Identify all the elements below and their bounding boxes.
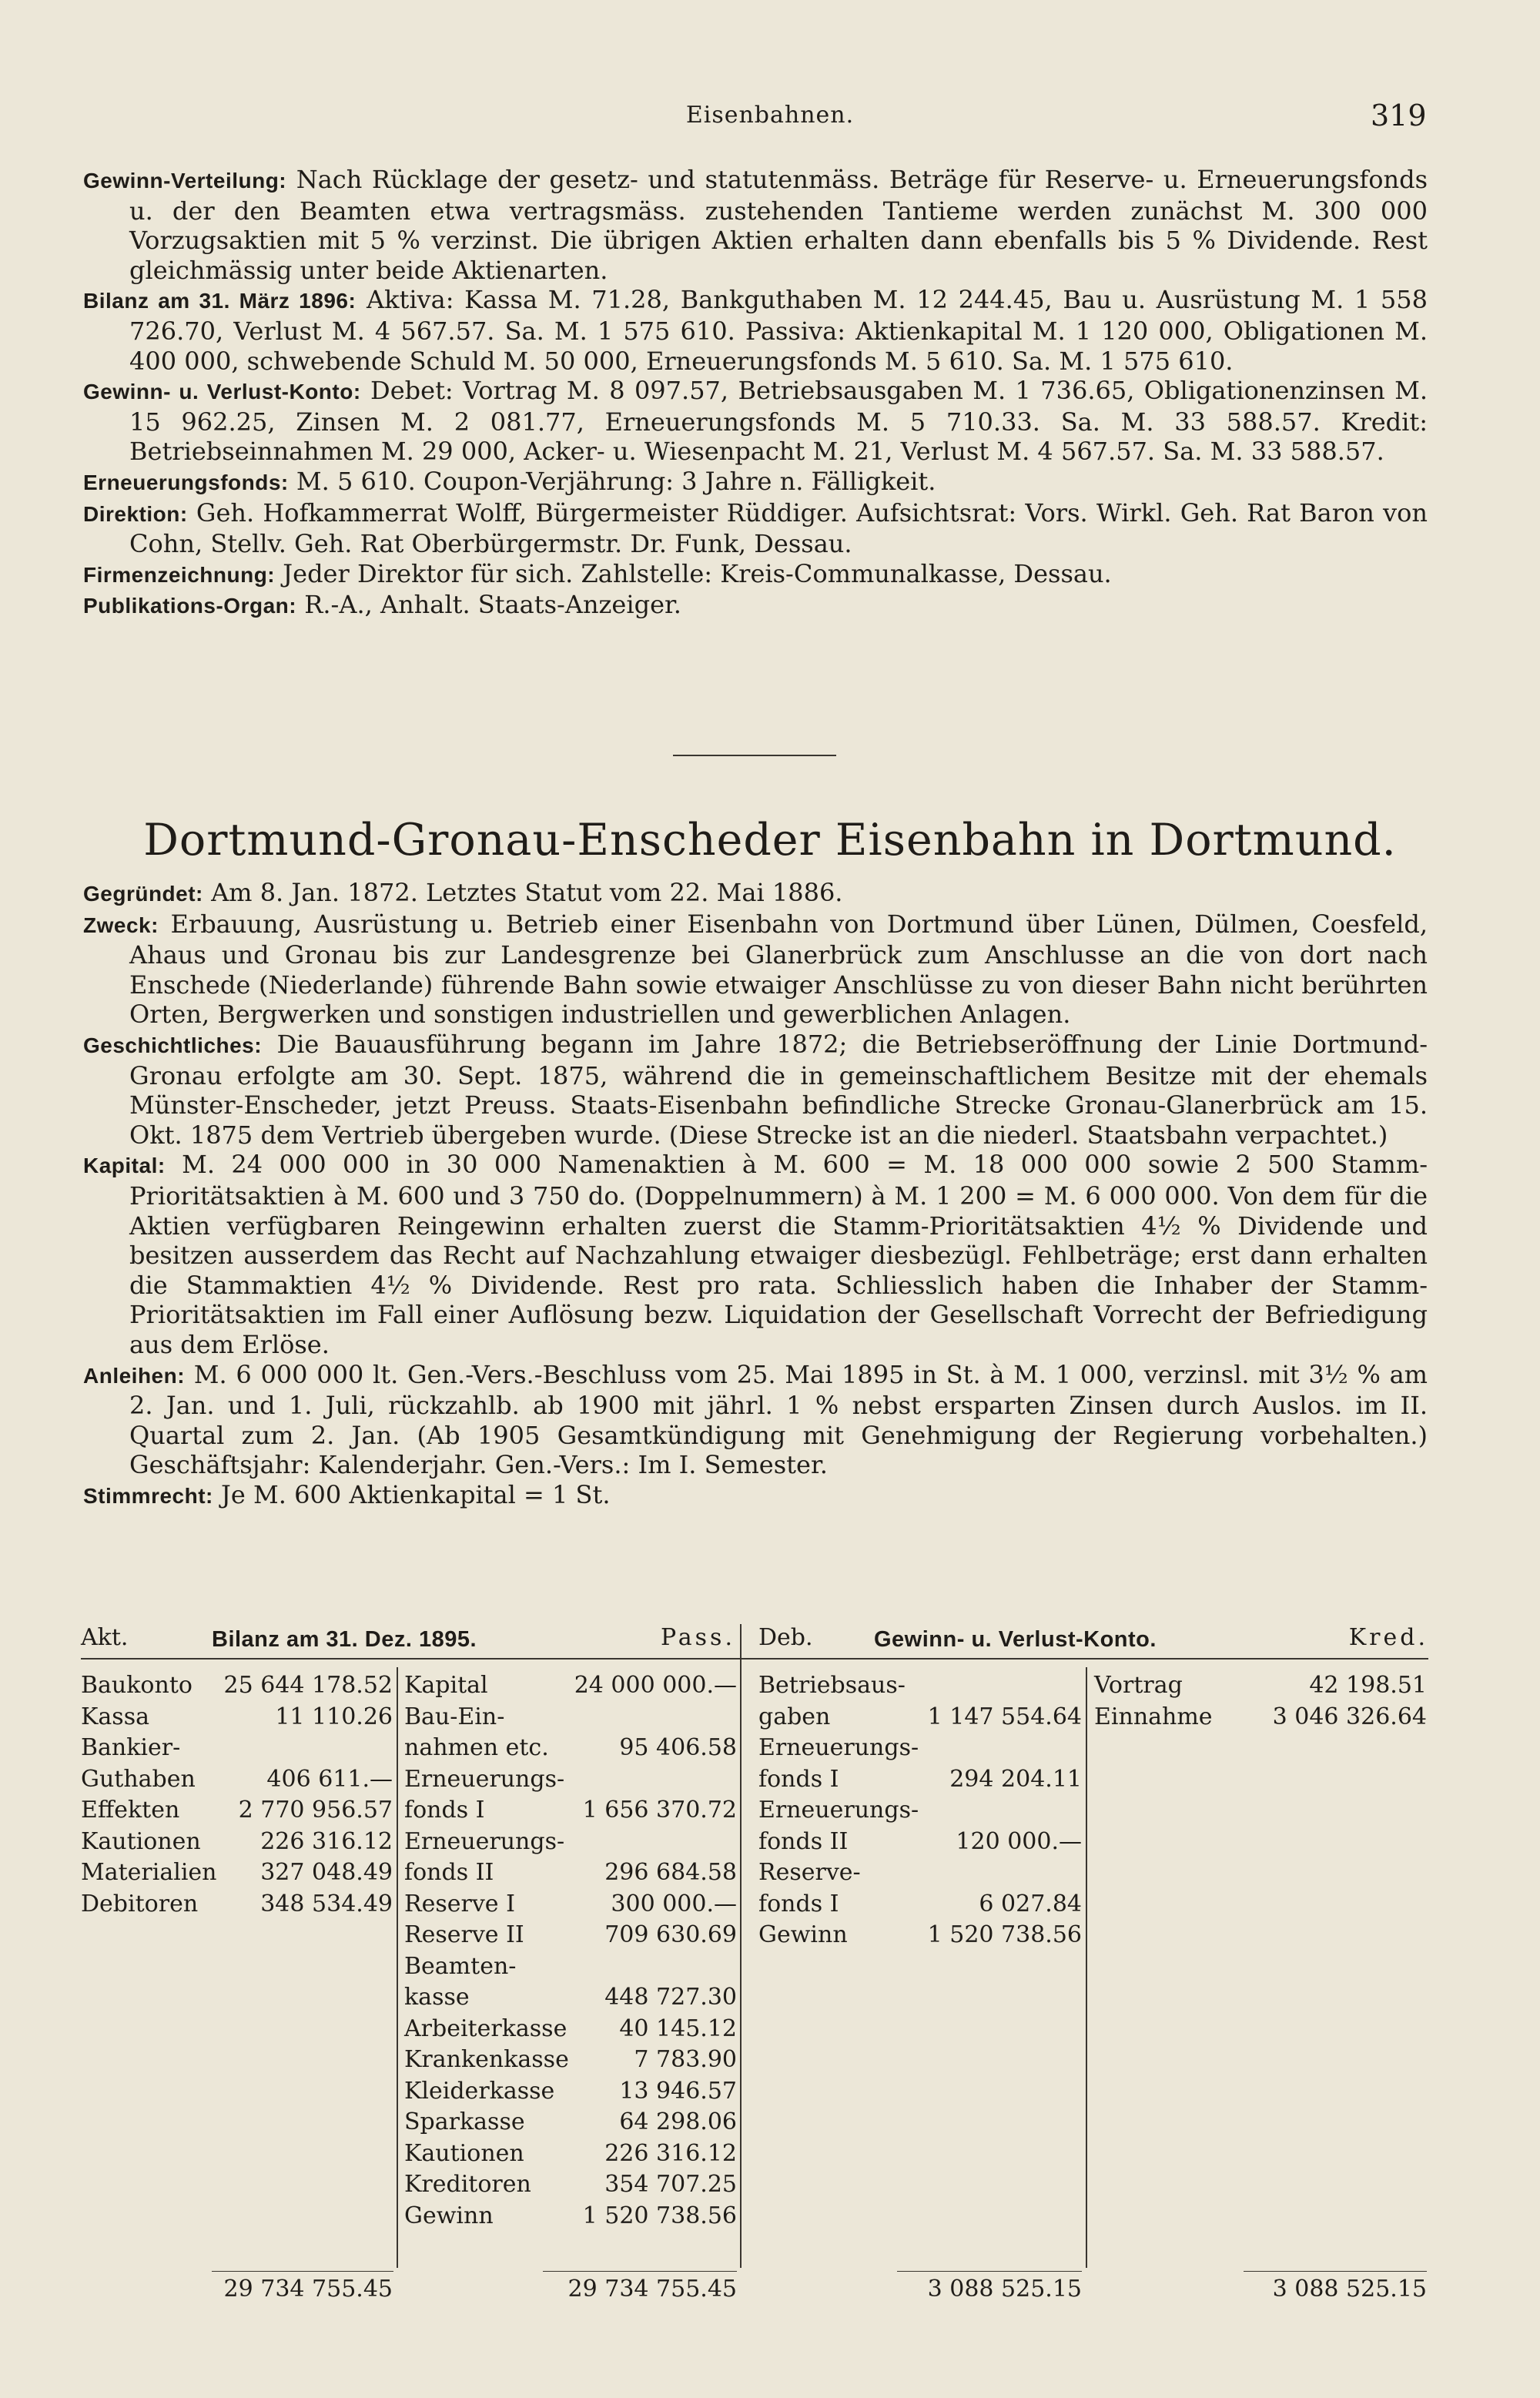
row-label: Kleiderkasse <box>404 2077 555 2105</box>
row-value: 327 048.49 <box>260 1859 393 1886</box>
entry: Gewinn- u. Verlust-Konto: Debet: Vortrag M. 8 097.57, Betriebsausgaben M. 1 736.65, Obligationenzinsen M. 15 962.25, Zinsen M. 2 081.77, Erneuerungsfonds M. 5 710.33. Sa. M. 33 588.57. Kredit: Betriebseinnahmen M. 29 000, Acker- u. Wiesenpacht M. 21, Verlust M. 4 567.57. Sa. M. 33 588.57. <box>83 376 1428 467</box>
row-label: Reserve I <box>404 1890 515 1917</box>
row-value: 226 316.12 <box>260 1827 393 1855</box>
bilanz-right-label: Pass. <box>660 1624 735 1651</box>
entry: Gegründet: Am 8. Jan. 1872. Letztes Statut vom 22. Mai 1886. <box>83 878 843 907</box>
table-row <box>81 1764 393 1796</box>
running-title: Eisenbahnen. <box>685 102 855 129</box>
row-label: Erneuerungs- <box>758 1734 919 1761</box>
row-label: Vortrag <box>1094 1672 1183 1699</box>
row-label: Beamten- <box>404 1952 517 1980</box>
debet-column <box>758 1670 1082 1951</box>
row-label: Einnahme <box>1094 1703 1213 1730</box>
aktiva-column <box>81 1670 393 1920</box>
total-rule <box>1244 2271 1427 2272</box>
row-value: 448 727.30 <box>604 1984 737 2011</box>
entry: Zweck: Erbauung, Ausrüstung u. Betrieb einer Eisenbahn von Dortmund über Lünen, Dülmen, Coesfeld, Ahaus und Gronau bis zur Landesgrenze bei Glanerbrück zum Anschlusse an die von dort nach Enschede (Niederlande) führende Bahn sowie etwaiger Anschlüsse zu von dieser Bahn nicht berührten Orten, Bergwerken und sonstigen industriellen und gewerblichen Anlagen. <box>83 909 1428 1030</box>
table-row <box>404 2014 737 2045</box>
row-label: Gewinn <box>404 2202 494 2229</box>
row-label: Kassa <box>81 1703 149 1730</box>
row-value: 25 644 178.52 <box>223 1672 393 1699</box>
table-row <box>758 1702 1082 1733</box>
kredit-total: 3 088 525.15 <box>1272 2276 1427 2303</box>
table-row <box>404 1951 737 1983</box>
table-row <box>404 1889 737 1921</box>
table-row <box>404 1982 737 2014</box>
entry: Direktion: Geh. Hofkammerrat Wolff, Bürgermeister Rüddiger. Aufsichtsrat: Vors. Wirkl. Geh. Rat Baron von Cohn, Stellv. Geh. Rat Oberbürgermstr. Dr. Funk, Dessau. <box>83 497 1428 559</box>
row-value: 24 000 000.— <box>574 1672 737 1699</box>
row-label: Effekten <box>81 1797 180 1824</box>
entry: Firmenzeichnung: Jeder Direktor für sich. Zahlstelle: Kreis-Communalkasse, Dessau. <box>83 558 1112 588</box>
row-label: Erneuerungs- <box>404 1765 565 1793</box>
row-label: Erneuerungs- <box>404 1827 565 1855</box>
entry: Geschichtliches: Die Bauausführung begann im Jahre 1872; die Betriebseröffnung der Linie Dortmund-Gronau erfolgte am 30. Sept. 1875, während die in gemeinschaftlichem Besitze mit der ehemals Münster-Enscheder, jetzt Preuss. Staats-Eisenbahn befindliche Strecke Gronau-Glanerbrück am 15. Okt. 1875 dem Vertrieb übergeben wurde. (Diese Strecke ist an die niederl. Staatsbahn verpachtet.) <box>83 1029 1428 1150</box>
entry: Anleihen: M. 6 000 000 lt. Gen.-Vers.-Beschluss vom 25. Mai 1895 in St. à M. 1 000, verzinsl. mit 3½ % am 2. Jan. und 1. Juli, rückzahlb. ab 1900 mit jährl. 1 % nebst ersparten Zinsen durch Auslos. im II. Quartal zum 2. Jan. (Ab 1905 Gesamtkündigung mit Genehmigung der Regierung vorbehalten.) Geschäftsjahr: Kalenderjahr. Gen.-Vers.: Im I. Semester. <box>83 1359 1428 1480</box>
table-row <box>404 1670 737 1702</box>
page-number: 319 <box>1371 99 1427 132</box>
row-value: 1 147 554.64 <box>927 1703 1082 1730</box>
guv-title: Gewinn- u. Verlust-Konto. <box>874 1627 1157 1652</box>
table-row <box>404 2107 737 2138</box>
bilanz-header <box>81 1623 735 1656</box>
table-row <box>404 1733 737 1764</box>
column-divider <box>740 1624 742 2268</box>
table-row <box>81 1889 393 1921</box>
row-label: fonds I <box>404 1797 485 1824</box>
row-label: Sparkasse <box>404 2108 525 2135</box>
row-label: nahmen etc. <box>404 1734 549 1761</box>
entry: Publikations-Organ: R.-A., Anhalt. Staats-Anzeiger. <box>83 590 681 620</box>
top-section <box>83 165 1428 621</box>
row-label: Bau-Ein- <box>404 1703 505 1730</box>
passiva-column <box>404 1670 737 2232</box>
table-row <box>81 1857 393 1889</box>
entry: Erneuerungsfonds: M. 5 610. Coupon-Verjährung: 3 Jahre n. Fälligkeit. <box>83 466 936 496</box>
row-label: Materialien <box>81 1859 217 1886</box>
table-row <box>404 1827 737 1858</box>
table-row <box>81 1795 393 1827</box>
entry: Bilanz am 31. März 1896: Aktiva: Kassa M. 71.28, Bankguthaben M. 12 244.45, Bau u. Ausrüstung M. 1 558 726.70, Verlust M. 4 567.57. Sa. M. 1 575 610. Passiva: Aktienkapital M. 1 120 000, Obligationen M. 400 000, schwebende Schuld M. 50 000, Erneuerungsfonds M. 5 610. Sa. M. 1 575 610. <box>83 285 1428 376</box>
row-value: 1 520 738.56 <box>927 1921 1082 1948</box>
row-value: 1 520 738.56 <box>582 2202 737 2229</box>
row-label: Bankier- <box>81 1734 181 1761</box>
table-row <box>81 1702 393 1733</box>
row-label: Arbeiterkasse <box>404 2015 567 2042</box>
passiva-total: 29 734 755.45 <box>567 2276 737 2303</box>
row-label: gaben <box>758 1703 831 1730</box>
table-row <box>758 1889 1082 1921</box>
table-row <box>404 2076 737 2108</box>
table-row <box>758 1795 1082 1827</box>
table-row <box>404 2138 737 2170</box>
table-row <box>404 1920 737 1951</box>
row-label: fonds II <box>758 1827 849 1855</box>
row-value: 296 684.58 <box>604 1859 737 1886</box>
row-value: 40 145.12 <box>619 2015 737 2042</box>
row-label: Kautionen <box>81 1827 201 1855</box>
guv-left-label: Deb. <box>758 1624 813 1651</box>
entry: Stimmrecht: Je M. 600 Aktienkapital = 1 St. <box>83 1479 611 1509</box>
row-value: 7 783.90 <box>634 2046 737 2073</box>
row-label: fonds II <box>404 1859 494 1886</box>
row-value: 294 204.11 <box>949 1765 1082 1793</box>
table-row <box>758 1733 1082 1764</box>
table-row <box>758 1670 1082 1702</box>
row-label: Kreditoren <box>404 2171 531 2198</box>
bilanz-title: Bilanz am 31. Dez. 1895. <box>212 1627 477 1652</box>
guv-header <box>758 1623 1428 1656</box>
table-row <box>404 2201 737 2232</box>
table-row <box>404 2169 737 2201</box>
table-row <box>758 1827 1082 1858</box>
column-divider <box>1086 1667 1087 2268</box>
row-value: 709 630.69 <box>604 1921 737 1948</box>
kredit-column <box>1094 1670 1427 1733</box>
row-label: Debitoren <box>81 1890 199 1917</box>
table-row <box>81 1733 393 1764</box>
debet-total: 3 088 525.15 <box>927 2276 1082 2303</box>
guv-right-label: Kred. <box>1348 1624 1428 1651</box>
row-value: 6 027.84 <box>979 1890 1082 1917</box>
row-value: 354 707.25 <box>604 2171 737 2198</box>
company-section <box>83 878 1428 1511</box>
row-value: 95 406.58 <box>619 1734 737 1761</box>
table-row <box>404 1764 737 1796</box>
row-value: 1 656 370.72 <box>582 1797 737 1824</box>
row-label: fonds I <box>758 1765 839 1793</box>
row-value: 406 611.— <box>266 1765 393 1793</box>
row-label: Gewinn <box>758 1921 848 1948</box>
row-label: kasse <box>404 1984 470 2011</box>
row-value: 2 770 956.57 <box>238 1797 393 1824</box>
row-value: 348 534.49 <box>260 1890 393 1917</box>
aktiva-total: 29 734 755.45 <box>223 2276 393 2303</box>
bilanz-left-label: Akt. <box>81 1624 129 1651</box>
table-row <box>81 1670 393 1702</box>
row-value: 3 046 326.64 <box>1272 1703 1427 1730</box>
table-row <box>404 1795 737 1827</box>
company-title: Dortmund-Gronau-Enscheder Eisenbahn in Dortmund. <box>143 815 1397 866</box>
entry: Kapital: M. 24 000 000 in 30 000 Namenaktien à M. 600 = M. 18 000 000 sowie 2 500 Stamm-Prioritätsaktien à M. 600 und 3 750 do. (Doppelnummern) à M. 1 200 = M. 6 000 000. Von dem für die Aktien verfügbaren Reingewinn erhalten zuerst die Stamm-Prioritätsaktien 4½ % Dividende und besitzen ausserdem das Recht auf Nachzahlung etwaiger diesbezügl. Fehlbeträge; erst dann erhalten die Stammaktien 4½ % Dividende. Rest pro rata. Schliesslich haben die Inhaber der Stamm-Prioritätsaktien im Fall einer Auflösung bezw. Liquidation der Gesellschaft Vorrecht der Befriedigung aus dem Erlöse. <box>83 1150 1428 1359</box>
row-label: Reserve II <box>404 1921 524 1948</box>
total-rule <box>212 2271 393 2272</box>
row-label: Kapital <box>404 1672 488 1699</box>
table-row <box>404 1702 737 1733</box>
total-rule <box>897 2271 1082 2272</box>
row-value: 226 316.12 <box>604 2139 737 2167</box>
page-header <box>0 99 1540 137</box>
table-row <box>404 1857 737 1889</box>
table-header-rule <box>81 1658 1428 1660</box>
row-value: 13 946.57 <box>619 2077 737 2105</box>
table-row <box>1094 1670 1427 1702</box>
table-row <box>81 1827 393 1858</box>
total-rule <box>543 2271 737 2272</box>
section-divider <box>673 755 836 756</box>
row-label: Baukonto <box>81 1672 192 1699</box>
row-label: Reserve- <box>758 1859 861 1886</box>
row-label: Betriebsaus- <box>758 1672 906 1699</box>
table-row <box>758 1920 1082 1951</box>
row-label: Kautionen <box>404 2139 524 2167</box>
row-value: 11 110.26 <box>275 1703 393 1730</box>
table-row <box>758 1764 1082 1796</box>
table-row <box>404 2045 737 2076</box>
row-value: 42 198.51 <box>1309 1672 1427 1699</box>
row-value: 300 000.— <box>611 1890 737 1917</box>
table-row <box>1094 1702 1427 1733</box>
row-label: Erneuerungs- <box>758 1797 919 1824</box>
row-value: 120 000.— <box>956 1827 1082 1855</box>
row-value: 64 298.06 <box>619 2108 737 2135</box>
column-divider <box>397 1667 398 2268</box>
table-row <box>758 1857 1082 1889</box>
row-label: Guthaben <box>81 1765 196 1793</box>
row-label: fonds I <box>758 1890 839 1917</box>
entry: Gewinn-Verteilung: Nach Rücklage der gesetz- und statutenmäss. Beträge für Reserve- u. Erneuerungsfonds u. der den Beamten etwa vertragsmäss. zustehenden Tantieme werden zunächst M. 300 000 Vorzugsaktien mit 5 % verzinst. Die übrigen Aktien erhalten dann ebenfalls bis 5 % Dividende. Rest gleichmässig unter beide Aktienarten. <box>83 165 1428 285</box>
row-label: Krankenkasse <box>404 2046 569 2073</box>
